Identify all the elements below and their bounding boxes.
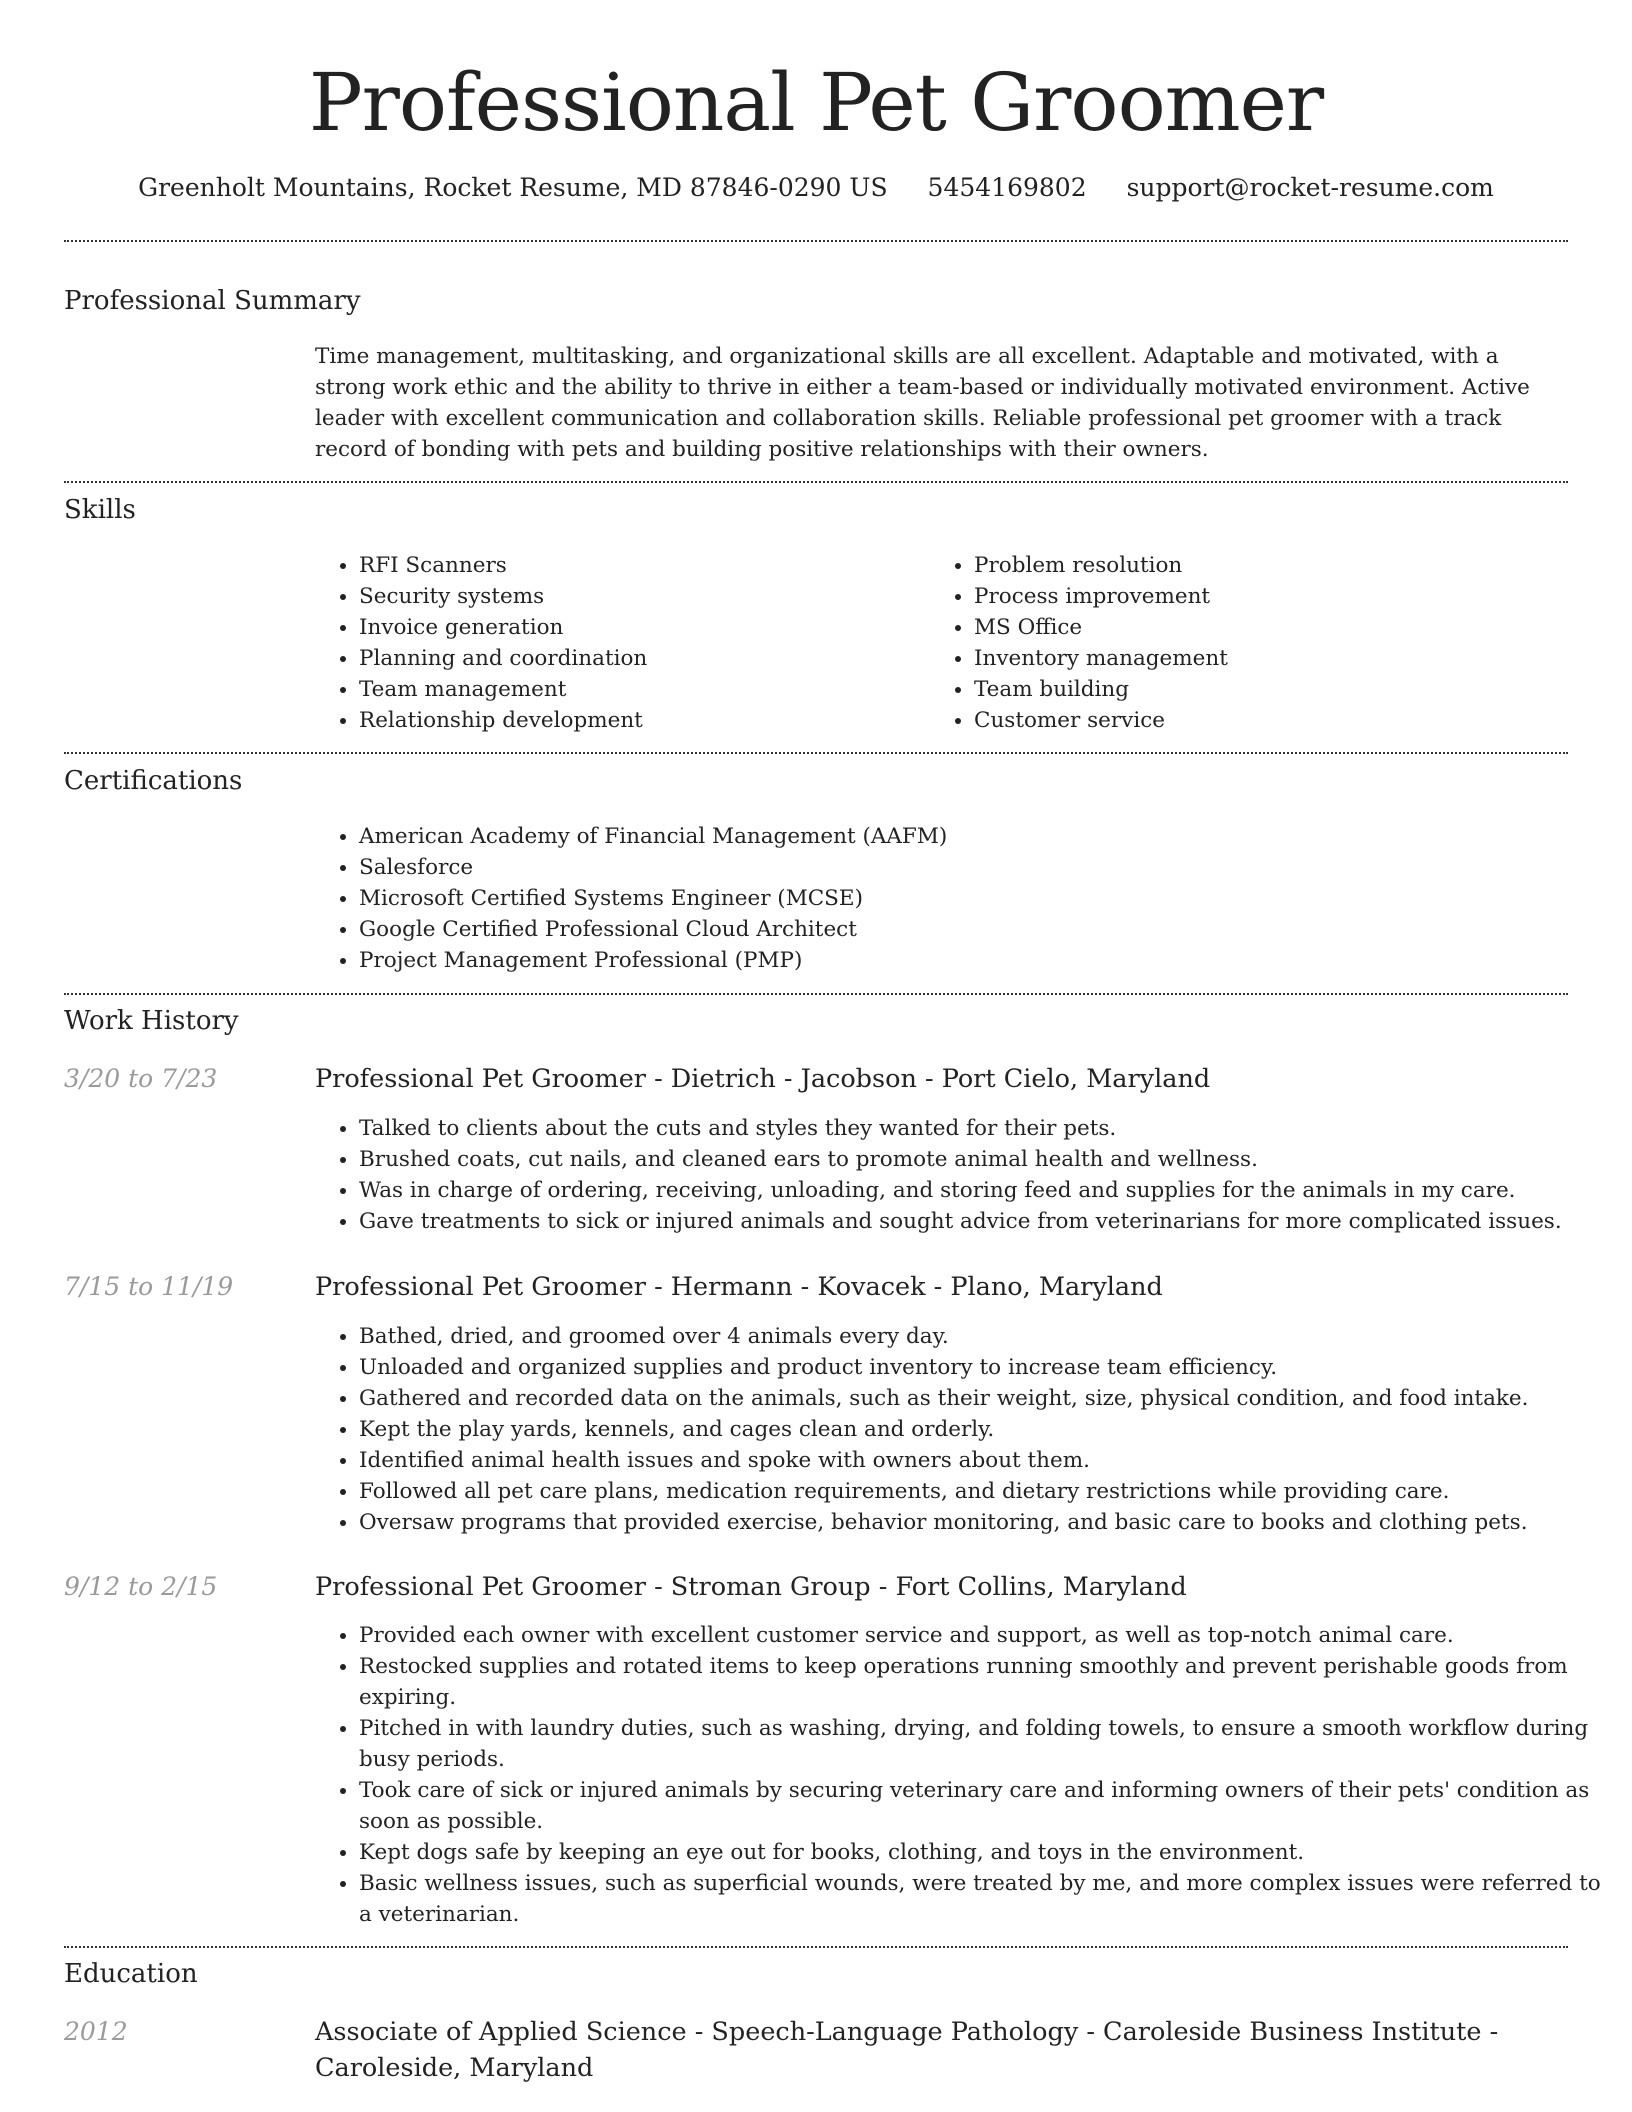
job-bullet: • Gathered and recorded data on the animals, such as their weight, size, physical condition, and food intake. [359, 1383, 1609, 1414]
skills-list-right [930, 550, 1574, 736]
job-bullet: • Kept the play yards, kennels, and cages clean and orderly. [359, 1414, 1609, 1445]
section-title-work-history: Work History [64, 1006, 239, 1036]
job-bullets [315, 1113, 1609, 1237]
job-bullets [315, 1321, 1609, 1538]
contact-address: Greenholt Mountains, Rocket Resume, MD 87846-0290 US [138, 173, 888, 202]
contact-email: support@rocket-resume.com [1126, 173, 1494, 202]
certification-item: • American Academy of Financial Management (AAFM) [359, 821, 1559, 852]
skill-item: • Team management [359, 674, 919, 705]
job-bullet: • Restocked supplies and rotated items to keep operations running smoothly and prevent perishable goods from expiring. [359, 1651, 1609, 1713]
skill-item: • MS Office [974, 612, 1574, 643]
job-title: Professional Pet Groomer - Hermann - Kovacek - Plano, Maryland [315, 1272, 1163, 1302]
job-bullet: • Pitched in with laundry duties, such as washing, drying, and folding towels, to ensure a smooth workflow during busy periods. [359, 1713, 1609, 1775]
section-title-skills: Skills [64, 495, 136, 525]
certification-item: • Google Certified Professional Cloud Architect [359, 914, 1559, 945]
skill-item: • Planning and coordination [359, 643, 919, 674]
skills-list-left [315, 550, 919, 736]
education-year: 2012 [64, 2017, 128, 2046]
certifications-list [315, 821, 1559, 976]
skill-item: • Security systems [359, 581, 919, 612]
skill-item: • Relationship development [359, 705, 919, 736]
skill-item: • Inventory management [974, 643, 1574, 674]
job-bullet: • Took care of sick or injured animals by securing veterinary care and informing owners of their pets' condition as soon as possible. [359, 1775, 1609, 1837]
job-bullet: • Kept dogs safe by keeping an eye out for books, clothing, and toys in the environment. [359, 1837, 1609, 1868]
summary-text: Time management, multitasking, and organizational skills are all excellent. Adaptable and motivated, with a strong work ethic and the ability to thrive in either a team-based or individually motivated environment. Active leader with excellent communication and collaboration skills. Reliable professional pet groomer with a track record of bonding with pets and building positive relationships with their owners. [315, 344, 1530, 462]
divider [64, 752, 1568, 754]
job-title: Professional Pet Groomer - Dietrich - Jacobson - Port Cielo, Maryland [315, 1064, 1211, 1094]
job-bullet: • Talked to clients about the cuts and styles they wanted for their pets. [359, 1113, 1609, 1144]
job-bullet: • Followed all pet care plans, medication requirements, and dietary restrictions while providing care. [359, 1476, 1609, 1507]
job-bullet: • Unloaded and organized supplies and product inventory to increase team efficiency. [359, 1352, 1609, 1383]
education-degree: Associate of Applied Science - Speech-Language Pathology - Caroleside Business Institute - Caroleside, Maryland [315, 2017, 1499, 2083]
divider [64, 240, 1568, 242]
certification-item: • Microsoft Certified Systems Engineer (MCSE) [359, 883, 1559, 914]
job-bullet: • Identified animal health issues and spoke with owners about them. [359, 1445, 1609, 1476]
job-bullet: • Brushed coats, cut nails, and cleaned ears to promote animal health and wellness. [359, 1144, 1609, 1175]
skill-item: • Customer service [974, 705, 1574, 736]
certification-item: • Salesforce [359, 852, 1559, 883]
job-dates: 9/12 to 2/15 [64, 1572, 218, 1601]
job-title: Professional Pet Groomer - Stroman Group - Fort Collins, Maryland [315, 1572, 1187, 1602]
skill-item: • Process improvement [974, 581, 1574, 612]
job-bullets [315, 1620, 1609, 1930]
job-bullet: • Basic wellness issues, such as superficial wounds, were treated by me, and more complex issues were referred to a veterinarian. [359, 1868, 1609, 1930]
divider [64, 481, 1568, 483]
contact-phone: 5454169802 [927, 173, 1087, 202]
resume-name: Professional Pet Groomer [308, 56, 1324, 149]
job-bullet: • Oversaw programs that provided exercise, behavior monitoring, and basic care to books and clothing pets. [359, 1507, 1609, 1538]
skill-item: • RFI Scanners [359, 550, 919, 581]
job-bullet: • Was in charge of ordering, receiving, unloading, and storing feed and supplies for the animals in my care. [359, 1175, 1609, 1206]
job-bullet: • Provided each owner with excellent customer service and support, as well as top-notch animal care. [359, 1620, 1609, 1651]
job-bullet: • Bathed, dried, and groomed over 4 animals every day. [359, 1321, 1609, 1352]
skill-item: • Invoice generation [359, 612, 919, 643]
job-dates: 7/15 to 11/19 [64, 1272, 234, 1301]
job-dates: 3/20 to 7/23 [64, 1064, 218, 1093]
section-title-summary: Professional Summary [64, 286, 361, 316]
divider [64, 993, 1568, 995]
section-title-certifications: Certifications [64, 766, 243, 796]
job-bullet: • Gave treatments to sick or injured animals and sought advice from veterinarians for more complicated issues. [359, 1206, 1609, 1237]
skill-item: • Team building [974, 674, 1574, 705]
section-title-education: Education [64, 1959, 198, 1989]
skill-item: • Problem resolution [974, 550, 1574, 581]
certification-item: • Project Management Professional (PMP) [359, 945, 1559, 976]
divider [64, 1946, 1568, 1948]
contact-line [0, 168, 1632, 208]
